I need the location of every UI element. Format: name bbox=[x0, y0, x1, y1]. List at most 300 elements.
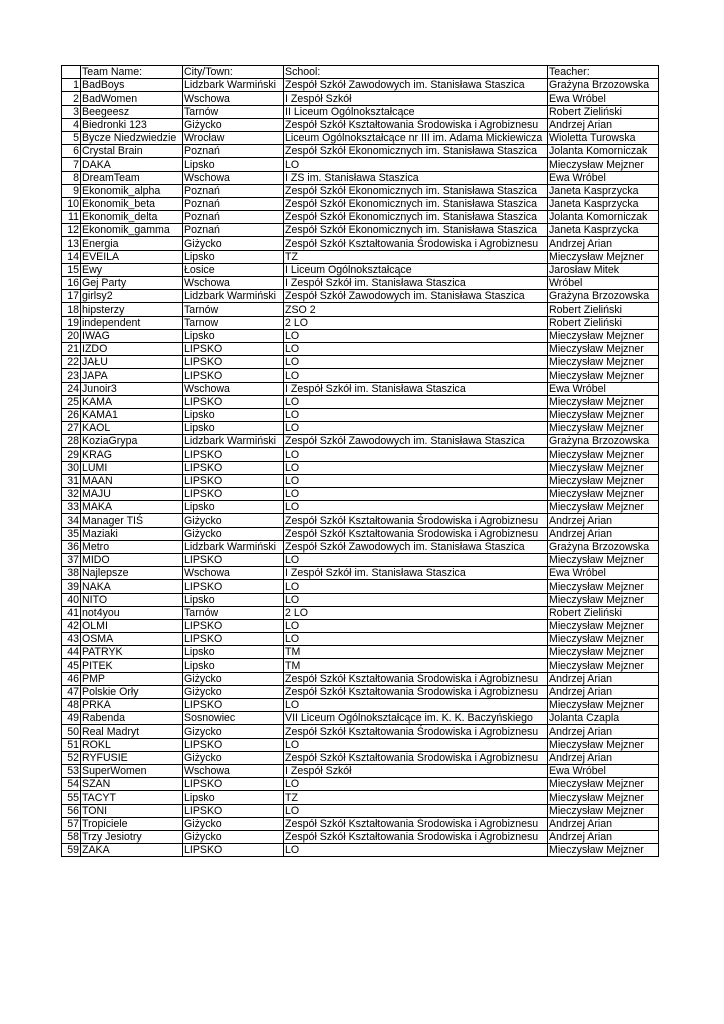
header-row bbox=[62, 66, 659, 79]
table-row bbox=[62, 606, 659, 619]
team-name-cell: Gej Party bbox=[81, 277, 183, 290]
school-cell: LO bbox=[284, 699, 548, 712]
table-row bbox=[62, 237, 659, 250]
city-cell: LIPSKO bbox=[183, 342, 284, 355]
school-cell: LO bbox=[284, 804, 548, 817]
table-row bbox=[62, 791, 659, 804]
row-number: 35 bbox=[62, 527, 81, 540]
team-name-cell: IWAG bbox=[81, 329, 183, 342]
table-row bbox=[62, 751, 659, 764]
row-number: 18 bbox=[62, 303, 81, 316]
row-number: 52 bbox=[62, 751, 81, 764]
table-row bbox=[62, 699, 659, 712]
city-cell: Giżycko bbox=[183, 751, 284, 764]
team-name-cell: NITO bbox=[81, 593, 183, 606]
teacher-cell: Wioletta Turowska bbox=[548, 131, 659, 144]
team-name-cell: Biedronki 123 bbox=[81, 118, 183, 131]
table-row bbox=[62, 633, 659, 646]
teams-table-body bbox=[62, 66, 659, 857]
team-name-cell: MAKA bbox=[81, 501, 183, 514]
table-row bbox=[62, 105, 659, 118]
school-cell: LO bbox=[284, 369, 548, 382]
city-cell: LIPSKO bbox=[183, 804, 284, 817]
school-cell: LO bbox=[284, 488, 548, 501]
table-row bbox=[62, 118, 659, 131]
team-name-cell: MIDO bbox=[81, 553, 183, 566]
teacher-cell: Andrzej Arian bbox=[548, 527, 659, 540]
table-row bbox=[62, 184, 659, 197]
teacher-cell: Mieczysław Mejzner bbox=[548, 448, 659, 461]
city-cell: Giżycko bbox=[183, 830, 284, 843]
city-cell: LIPSKO bbox=[183, 461, 284, 474]
city-cell: Lidzbark Warmiński bbox=[183, 79, 284, 92]
row-number: 59 bbox=[62, 844, 81, 857]
row-number: 8 bbox=[62, 171, 81, 184]
teacher-cell: Mieczysław Mejzner bbox=[548, 619, 659, 632]
school-cell: LO bbox=[284, 778, 548, 791]
table-row bbox=[62, 580, 659, 593]
city-cell: Lipsko bbox=[183, 646, 284, 659]
teacher-cell: Mieczysław Mejzner bbox=[548, 646, 659, 659]
teacher-cell: Mieczysław Mejzner bbox=[548, 356, 659, 369]
row-number: 32 bbox=[62, 488, 81, 501]
team-name-cell: Junoir3 bbox=[81, 382, 183, 395]
city-cell: Lidzbark Warmiński bbox=[183, 435, 284, 448]
teacher-cell: Mieczysław Mejzner bbox=[548, 488, 659, 501]
table-row bbox=[62, 527, 659, 540]
table-row bbox=[62, 171, 659, 184]
teams-table bbox=[61, 65, 659, 857]
city-cell: Tarnów bbox=[183, 606, 284, 619]
city-cell: Lipsko bbox=[183, 329, 284, 342]
table-row bbox=[62, 224, 659, 237]
team-name-cell: Tropiciele bbox=[81, 817, 183, 830]
team-name-cell: BadWomen bbox=[81, 92, 183, 105]
teacher-cell: Andrzej Arian bbox=[548, 830, 659, 843]
school-cell: I Zespół Szkół im. Stanisława Staszica bbox=[284, 567, 548, 580]
table-row bbox=[62, 474, 659, 487]
city-cell: Wrocław bbox=[183, 131, 284, 144]
row-number: 57 bbox=[62, 817, 81, 830]
table-row bbox=[62, 659, 659, 672]
teacher-cell: Janeta Kasprzycka bbox=[548, 184, 659, 197]
team-name-cell: BadBoys bbox=[81, 79, 183, 92]
city-cell: Lipsko bbox=[183, 408, 284, 421]
teacher-cell: Andrzej Arian bbox=[548, 672, 659, 685]
team-name-cell: Manager TIŚ bbox=[81, 514, 183, 527]
table-row bbox=[62, 514, 659, 527]
city-cell: LIPSKO bbox=[183, 356, 284, 369]
row-number: 25 bbox=[62, 395, 81, 408]
row-number: 36 bbox=[62, 540, 81, 553]
city-cell: Wschowa bbox=[183, 171, 284, 184]
city-cell: Poznań bbox=[183, 197, 284, 210]
team-name-cell: KAMA bbox=[81, 395, 183, 408]
school-cell: ZSO 2 bbox=[284, 303, 548, 316]
school-cell: TM bbox=[284, 659, 548, 672]
teacher-cell: Mieczysław Mejzner bbox=[548, 804, 659, 817]
row-number: 2 bbox=[62, 92, 81, 105]
row-number: 37 bbox=[62, 553, 81, 566]
teacher-cell: Andrzej Arian bbox=[548, 725, 659, 738]
row-number: 11 bbox=[62, 211, 81, 224]
school-cell: Zespół Szkół Ekonomicznych im. Stanisława Staszica bbox=[284, 211, 548, 224]
row-number: 46 bbox=[62, 672, 81, 685]
teacher-cell: Robert Zieliński bbox=[548, 303, 659, 316]
city-cell: Giżycko bbox=[183, 514, 284, 527]
school-cell: LO bbox=[284, 395, 548, 408]
team-name-cell: EVEILA bbox=[81, 250, 183, 263]
city-cell: LIPSKO bbox=[183, 619, 284, 632]
teacher-cell: Robert Zieliński bbox=[548, 105, 659, 118]
table-row bbox=[62, 263, 659, 276]
row-number: 19 bbox=[62, 316, 81, 329]
team-name-cell: independent bbox=[81, 316, 183, 329]
table-row bbox=[62, 685, 659, 698]
row-number: 50 bbox=[62, 725, 81, 738]
team-name-cell: KAOL bbox=[81, 422, 183, 435]
school-cell: TM bbox=[284, 646, 548, 659]
city-cell: LIPSKO bbox=[183, 488, 284, 501]
team-name-cell: ZAKA bbox=[81, 844, 183, 857]
teacher-cell: Mieczysław Mejzner bbox=[548, 474, 659, 487]
table-row bbox=[62, 356, 659, 369]
teacher-cell: Mieczysław Mejzner bbox=[548, 158, 659, 171]
school-cell: Zespół Szkół Zawodowych im. Stanisława Staszica bbox=[284, 540, 548, 553]
school-cell: Zespół Szkół Kształtowania Środowiska i Agrobiznesu bbox=[284, 751, 548, 764]
school-cell: Zespół Szkół Zawodowych im. Stanisława Staszica bbox=[284, 435, 548, 448]
row-number: 22 bbox=[62, 356, 81, 369]
teacher-cell: Ewa Wróbel bbox=[548, 92, 659, 105]
row-number: 9 bbox=[62, 184, 81, 197]
city-cell: Wschowa bbox=[183, 764, 284, 777]
team-name-cell: KoziaGrypa bbox=[81, 435, 183, 448]
header-team-name: Team Name: bbox=[81, 66, 183, 79]
teacher-cell: Ewa Wróbel bbox=[548, 382, 659, 395]
school-cell: LO bbox=[284, 593, 548, 606]
row-number: 10 bbox=[62, 197, 81, 210]
row-number: 3 bbox=[62, 105, 81, 118]
teacher-cell: Mieczysław Mejzner bbox=[548, 461, 659, 474]
teacher-cell: Jolanta Czapla bbox=[548, 712, 659, 725]
school-cell: Zespół Szkół Kształtowania Środowiska i Agrobiznesu bbox=[284, 527, 548, 540]
school-cell: LO bbox=[284, 633, 548, 646]
teacher-cell: Mieczysław Mejzner bbox=[548, 553, 659, 566]
row-number: 29 bbox=[62, 448, 81, 461]
school-cell: Zespół Szkół Kształtowania Środowiska i Agrobiznesu bbox=[284, 514, 548, 527]
teacher-cell: Mieczysław Mejzner bbox=[548, 395, 659, 408]
teacher-cell: Wróbel bbox=[548, 277, 659, 290]
team-name-cell: LUMI bbox=[81, 461, 183, 474]
table-row bbox=[62, 316, 659, 329]
table-row bbox=[62, 382, 659, 395]
table-row bbox=[62, 408, 659, 421]
teacher-cell: Mieczysław Mejzner bbox=[548, 844, 659, 857]
school-cell: LO bbox=[284, 553, 548, 566]
header-city: City/Town: bbox=[183, 66, 284, 79]
row-number: 4 bbox=[62, 118, 81, 131]
teacher-cell: Mieczysław Mejzner bbox=[548, 408, 659, 421]
team-name-cell: SuperWomen bbox=[81, 764, 183, 777]
team-name-cell: DAKA bbox=[81, 158, 183, 171]
team-name-cell: PATRYK bbox=[81, 646, 183, 659]
city-cell: Wschowa bbox=[183, 277, 284, 290]
teacher-cell: Janeta Kasprzycka bbox=[548, 197, 659, 210]
city-cell: LIPSKO bbox=[183, 699, 284, 712]
team-name-cell: OLMI bbox=[81, 619, 183, 632]
school-cell: LO bbox=[284, 342, 548, 355]
team-name-cell: PITEK bbox=[81, 659, 183, 672]
table-row bbox=[62, 646, 659, 659]
team-name-cell: Trzy Jesiotry bbox=[81, 830, 183, 843]
teacher-cell: Andrzej Arian bbox=[548, 118, 659, 131]
city-cell: Poznań bbox=[183, 211, 284, 224]
school-cell: Zespół Szkół Kształtowania Środowiska i Agrobiznesu bbox=[284, 725, 548, 738]
city-cell: LIPSKO bbox=[183, 369, 284, 382]
team-name-cell: PMP bbox=[81, 672, 183, 685]
city-cell: LIPSKO bbox=[183, 844, 284, 857]
row-number: 16 bbox=[62, 277, 81, 290]
row-number: 28 bbox=[62, 435, 81, 448]
city-cell: Giżycko bbox=[183, 672, 284, 685]
teacher-cell: Mieczysław Mejzner bbox=[548, 580, 659, 593]
team-name-cell: Maziaki bbox=[81, 527, 183, 540]
school-cell: I Zespół Szkół bbox=[284, 92, 548, 105]
table-row bbox=[62, 395, 659, 408]
row-number: 17 bbox=[62, 290, 81, 303]
teacher-cell: Andrzej Arian bbox=[548, 817, 659, 830]
teacher-cell: Mieczysław Mejzner bbox=[548, 633, 659, 646]
team-name-cell: ROKL bbox=[81, 738, 183, 751]
row-number: 13 bbox=[62, 237, 81, 250]
school-cell: TZ bbox=[284, 250, 548, 263]
row-number: 6 bbox=[62, 145, 81, 158]
school-cell: TZ bbox=[284, 791, 548, 804]
team-name-cell: MAAN bbox=[81, 474, 183, 487]
team-name-cell: JAPA bbox=[81, 369, 183, 382]
teacher-cell: Grażyna Brzozowska bbox=[548, 79, 659, 92]
table-row bbox=[62, 250, 659, 263]
team-name-cell: Real Madryt bbox=[81, 725, 183, 738]
city-cell: Giżycko bbox=[183, 118, 284, 131]
city-cell: Tarnow bbox=[183, 316, 284, 329]
team-name-cell: KAMA1 bbox=[81, 408, 183, 421]
school-cell: VII Liceum Ogólnokształcące im. K. K. Baczyńskiego bbox=[284, 712, 548, 725]
school-cell: LO bbox=[284, 408, 548, 421]
school-cell: I Zespół Szkół bbox=[284, 764, 548, 777]
row-number: 26 bbox=[62, 408, 81, 421]
teacher-cell: Andrzej Arian bbox=[548, 751, 659, 764]
row-number: 34 bbox=[62, 514, 81, 527]
teacher-cell: Jolanta Komorniczak bbox=[548, 211, 659, 224]
school-cell: Zespół Szkół Ekonomicznych im. Stanisława Staszica bbox=[284, 197, 548, 210]
row-number: 51 bbox=[62, 738, 81, 751]
teacher-cell: Mieczysław Mejzner bbox=[548, 593, 659, 606]
city-cell: Lipsko bbox=[183, 250, 284, 263]
header-teacher: Teacher: bbox=[548, 66, 659, 79]
table-row bbox=[62, 619, 659, 632]
team-name-cell: TONI bbox=[81, 804, 183, 817]
row-number: 31 bbox=[62, 474, 81, 487]
table-row bbox=[62, 422, 659, 435]
table-row bbox=[62, 92, 659, 105]
table-row bbox=[62, 145, 659, 158]
table-row bbox=[62, 158, 659, 171]
city-cell: Wschowa bbox=[183, 567, 284, 580]
teacher-cell: Mieczysław Mejzner bbox=[548, 738, 659, 751]
school-cell: LO bbox=[284, 619, 548, 632]
row-number: 20 bbox=[62, 329, 81, 342]
teacher-cell: Andrzej Arian bbox=[548, 685, 659, 698]
team-name-cell: not4you bbox=[81, 606, 183, 619]
city-cell: LIPSKO bbox=[183, 553, 284, 566]
teacher-cell: Ewa Wróbel bbox=[548, 764, 659, 777]
row-number: 33 bbox=[62, 501, 81, 514]
school-cell: LO bbox=[284, 501, 548, 514]
table-row bbox=[62, 303, 659, 316]
row-number: 38 bbox=[62, 567, 81, 580]
row-number: 47 bbox=[62, 685, 81, 698]
table-row bbox=[62, 329, 659, 342]
table-row bbox=[62, 342, 659, 355]
team-name-cell: Ekonomik_beta bbox=[81, 197, 183, 210]
team-name-cell: Ekonomik_alpha bbox=[81, 184, 183, 197]
table-row bbox=[62, 844, 659, 857]
school-cell: LO bbox=[284, 422, 548, 435]
row-number: 41 bbox=[62, 606, 81, 619]
table-row bbox=[62, 712, 659, 725]
city-cell: LIPSKO bbox=[183, 633, 284, 646]
table-row bbox=[62, 277, 659, 290]
table-row bbox=[62, 369, 659, 382]
row-number: 23 bbox=[62, 369, 81, 382]
school-cell: Zespół Szkół Kształtowania Środowiska i Agrobiznesu bbox=[284, 672, 548, 685]
team-name-cell: Crystal Brain bbox=[81, 145, 183, 158]
city-cell: LIPSKO bbox=[183, 395, 284, 408]
row-number: 14 bbox=[62, 250, 81, 263]
teacher-cell: Ewa Wróbel bbox=[548, 171, 659, 184]
table-row bbox=[62, 804, 659, 817]
school-cell: LO bbox=[284, 580, 548, 593]
school-cell: I ZS im. Stanisława Staszica bbox=[284, 171, 548, 184]
school-cell: LO bbox=[284, 158, 548, 171]
city-cell: Tarnów bbox=[183, 303, 284, 316]
team-name-cell: DreamTeam bbox=[81, 171, 183, 184]
table-row bbox=[62, 501, 659, 514]
team-name-cell: KRAG bbox=[81, 448, 183, 461]
row-number: 45 bbox=[62, 659, 81, 672]
row-number: 48 bbox=[62, 699, 81, 712]
school-cell: I Zespół Szkół im. Stanisława Staszica bbox=[284, 277, 548, 290]
row-number: 54 bbox=[62, 778, 81, 791]
city-cell: Lipsko bbox=[183, 659, 284, 672]
teacher-cell: Mieczysław Mejzner bbox=[548, 329, 659, 342]
table-row bbox=[62, 830, 659, 843]
city-cell: Lipsko bbox=[183, 593, 284, 606]
row-number: 40 bbox=[62, 593, 81, 606]
school-cell: Zespół Szkół Kształtowania Środowiska i Agrobiznesu bbox=[284, 830, 548, 843]
school-cell: Zespół Szkół Ekonomicznych im. Stanisława Staszica bbox=[284, 224, 548, 237]
table-row bbox=[62, 197, 659, 210]
row-number: 42 bbox=[62, 619, 81, 632]
city-cell: Lipsko bbox=[183, 422, 284, 435]
team-name-cell: RYFUSIE bbox=[81, 751, 183, 764]
teacher-cell: Mieczysław Mejzner bbox=[548, 342, 659, 355]
school-cell: 2 LO bbox=[284, 606, 548, 619]
city-cell: LIPSKO bbox=[183, 778, 284, 791]
table-row bbox=[62, 488, 659, 501]
row-number: 12 bbox=[62, 224, 81, 237]
team-name-cell: IZDO bbox=[81, 342, 183, 355]
city-cell: Poznań bbox=[183, 224, 284, 237]
school-cell: Zespół Szkół Ekonomicznych im. Stanisława Staszica bbox=[284, 184, 548, 197]
table-row bbox=[62, 764, 659, 777]
row-number: 27 bbox=[62, 422, 81, 435]
school-cell: I Liceum Ogólnokształcące bbox=[284, 263, 548, 276]
city-cell: Lipsko bbox=[183, 791, 284, 804]
teacher-cell: Grażyna Brzozowska bbox=[548, 290, 659, 303]
row-number: 30 bbox=[62, 461, 81, 474]
school-cell: LO bbox=[284, 738, 548, 751]
team-name-cell: NAKA bbox=[81, 580, 183, 593]
team-name-cell: SZAN bbox=[81, 778, 183, 791]
table-row bbox=[62, 79, 659, 92]
team-name-cell: Bycze Niedzwiedzie bbox=[81, 131, 183, 144]
city-cell: LIPSKO bbox=[183, 448, 284, 461]
team-name-cell: MAJU bbox=[81, 488, 183, 501]
school-cell: LO bbox=[284, 844, 548, 857]
city-cell: Łosice bbox=[183, 263, 284, 276]
table-row bbox=[62, 725, 659, 738]
teacher-cell: Mieczysław Mejzner bbox=[548, 778, 659, 791]
school-cell: Zespół Szkół Kształtowania Środowiska i Agrobiznesu bbox=[284, 237, 548, 250]
row-number: 58 bbox=[62, 830, 81, 843]
city-cell: Lidzbark Warmiński bbox=[183, 540, 284, 553]
team-name-cell: Rabenda bbox=[81, 712, 183, 725]
team-name-cell: Beegeesz bbox=[81, 105, 183, 118]
table-row bbox=[62, 567, 659, 580]
school-cell: LO bbox=[284, 474, 548, 487]
city-cell: Lipsko bbox=[183, 158, 284, 171]
teacher-cell: Mieczysław Mejzner bbox=[548, 699, 659, 712]
table-row bbox=[62, 290, 659, 303]
teacher-cell: Mieczysław Mejzner bbox=[548, 791, 659, 804]
teacher-cell: Mieczysław Mejzner bbox=[548, 369, 659, 382]
school-cell: LO bbox=[284, 329, 548, 342]
row-number: 56 bbox=[62, 804, 81, 817]
team-name-cell: JAŁU bbox=[81, 356, 183, 369]
teacher-cell: Mieczysław Mejzner bbox=[548, 501, 659, 514]
row-number: 1 bbox=[62, 79, 81, 92]
table-row bbox=[62, 211, 659, 224]
row-number: 7 bbox=[62, 158, 81, 171]
school-cell: Zespół Szkół Kształtowania Środowiska i Agrobiznesu bbox=[284, 685, 548, 698]
school-cell: Zespół Szkół Kształtowania Środowiska i Agrobiznesu bbox=[284, 817, 548, 830]
row-number: 44 bbox=[62, 646, 81, 659]
teacher-cell: Mieczysław Mejzner bbox=[548, 250, 659, 263]
table-row bbox=[62, 131, 659, 144]
teacher-cell: Andrzej Arian bbox=[548, 237, 659, 250]
school-cell: Zespół Szkół Ekonomicznych im. Stanisława Staszica bbox=[284, 145, 548, 158]
team-name-cell: OSMA bbox=[81, 633, 183, 646]
row-number: 39 bbox=[62, 580, 81, 593]
city-cell: Giżycko bbox=[183, 527, 284, 540]
team-name-cell: Energia bbox=[81, 237, 183, 250]
teacher-cell: Robert Zieliński bbox=[548, 316, 659, 329]
table-row bbox=[62, 553, 659, 566]
city-cell: LIPSKO bbox=[183, 474, 284, 487]
school-cell: LO bbox=[284, 356, 548, 369]
